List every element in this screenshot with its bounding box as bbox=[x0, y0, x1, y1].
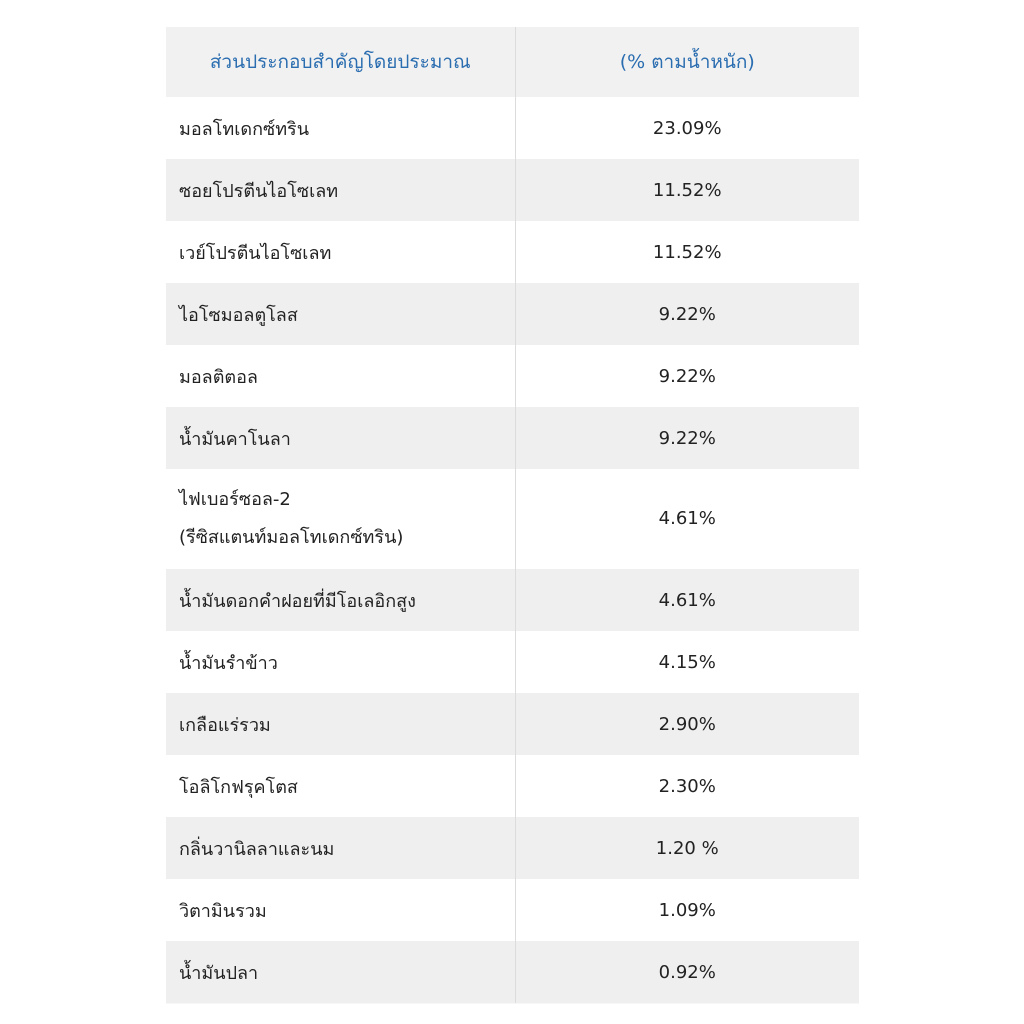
ingredient-percent: 4.61% bbox=[515, 569, 859, 631]
ingredient-name: มอลโทเดกซ์ทริน bbox=[166, 97, 515, 159]
ingredients-table-container bbox=[166, 27, 859, 1004]
table-row bbox=[166, 221, 859, 283]
ingredient-name: โอลิโกฟรุคโตส bbox=[166, 755, 515, 817]
ingredient-name: น้ำมันคาโนลา bbox=[166, 407, 515, 469]
ingredient-percent: 0.92% bbox=[515, 941, 859, 1003]
table-row bbox=[166, 345, 859, 407]
table-row bbox=[166, 755, 859, 817]
ingredient-name: น้ำมันปลา bbox=[166, 941, 515, 1003]
table-row bbox=[166, 407, 859, 469]
ingredient-percent: 23.09% bbox=[515, 97, 859, 159]
ingredient-percent: 2.30% bbox=[515, 755, 859, 817]
table-row bbox=[166, 97, 859, 159]
table-row bbox=[166, 631, 859, 693]
column-header-percent: (% ตามน้ำหนัก) bbox=[515, 27, 859, 97]
table-row bbox=[166, 693, 859, 755]
table-row bbox=[166, 817, 859, 879]
table-row bbox=[166, 569, 859, 631]
ingredients-table bbox=[166, 27, 859, 1003]
table-header-row bbox=[166, 27, 859, 97]
ingredient-name: ไอโซมอลตูโลส bbox=[166, 283, 515, 345]
ingredient-name: น้ำมันดอกคำฝอยที่มีโอเลอิกสูง bbox=[166, 569, 515, 631]
ingredient-name: กลิ่นวานิลลาและนม bbox=[166, 817, 515, 879]
ingredient-percent: 11.52% bbox=[515, 221, 859, 283]
ingredient-name: เวย์โปรตีนไอโซเลท bbox=[166, 221, 515, 283]
ingredient-name: วิตามินรวม bbox=[166, 879, 515, 941]
ingredient-percent: 9.22% bbox=[515, 283, 859, 345]
ingredient-name: เกลือแร่รวม bbox=[166, 693, 515, 755]
column-header-ingredient: ส่วนประกอบสำคัญโดยประมาณ bbox=[166, 27, 515, 97]
ingredient-name-line2: (รีซิสแตนท์มอลโทเดกซ์ทริน) bbox=[179, 527, 404, 548]
ingredient-percent: 9.22% bbox=[515, 407, 859, 469]
ingredient-name: น้ำมันรำข้าว bbox=[166, 631, 515, 693]
ingredient-percent: 4.15% bbox=[515, 631, 859, 693]
ingredient-percent: 4.61% bbox=[515, 469, 859, 569]
table-row bbox=[166, 879, 859, 941]
ingredient-percent: 1.09% bbox=[515, 879, 859, 941]
ingredient-percent: 2.90% bbox=[515, 693, 859, 755]
ingredient-percent: 1.20 % bbox=[515, 817, 859, 879]
table-row bbox=[166, 941, 859, 1003]
table-row bbox=[166, 283, 859, 345]
table-row bbox=[166, 159, 859, 221]
ingredient-name: ซอยโปรตีนไอโซเลท bbox=[166, 159, 515, 221]
ingredient-percent: 11.52% bbox=[515, 159, 859, 221]
ingredient-name bbox=[166, 469, 515, 569]
table-row bbox=[166, 469, 859, 569]
ingredient-name: มอลติตอล bbox=[166, 345, 515, 407]
ingredient-name-line1: ไฟเบอร์ซอล-2 bbox=[179, 489, 291, 510]
ingredient-percent: 9.22% bbox=[515, 345, 859, 407]
